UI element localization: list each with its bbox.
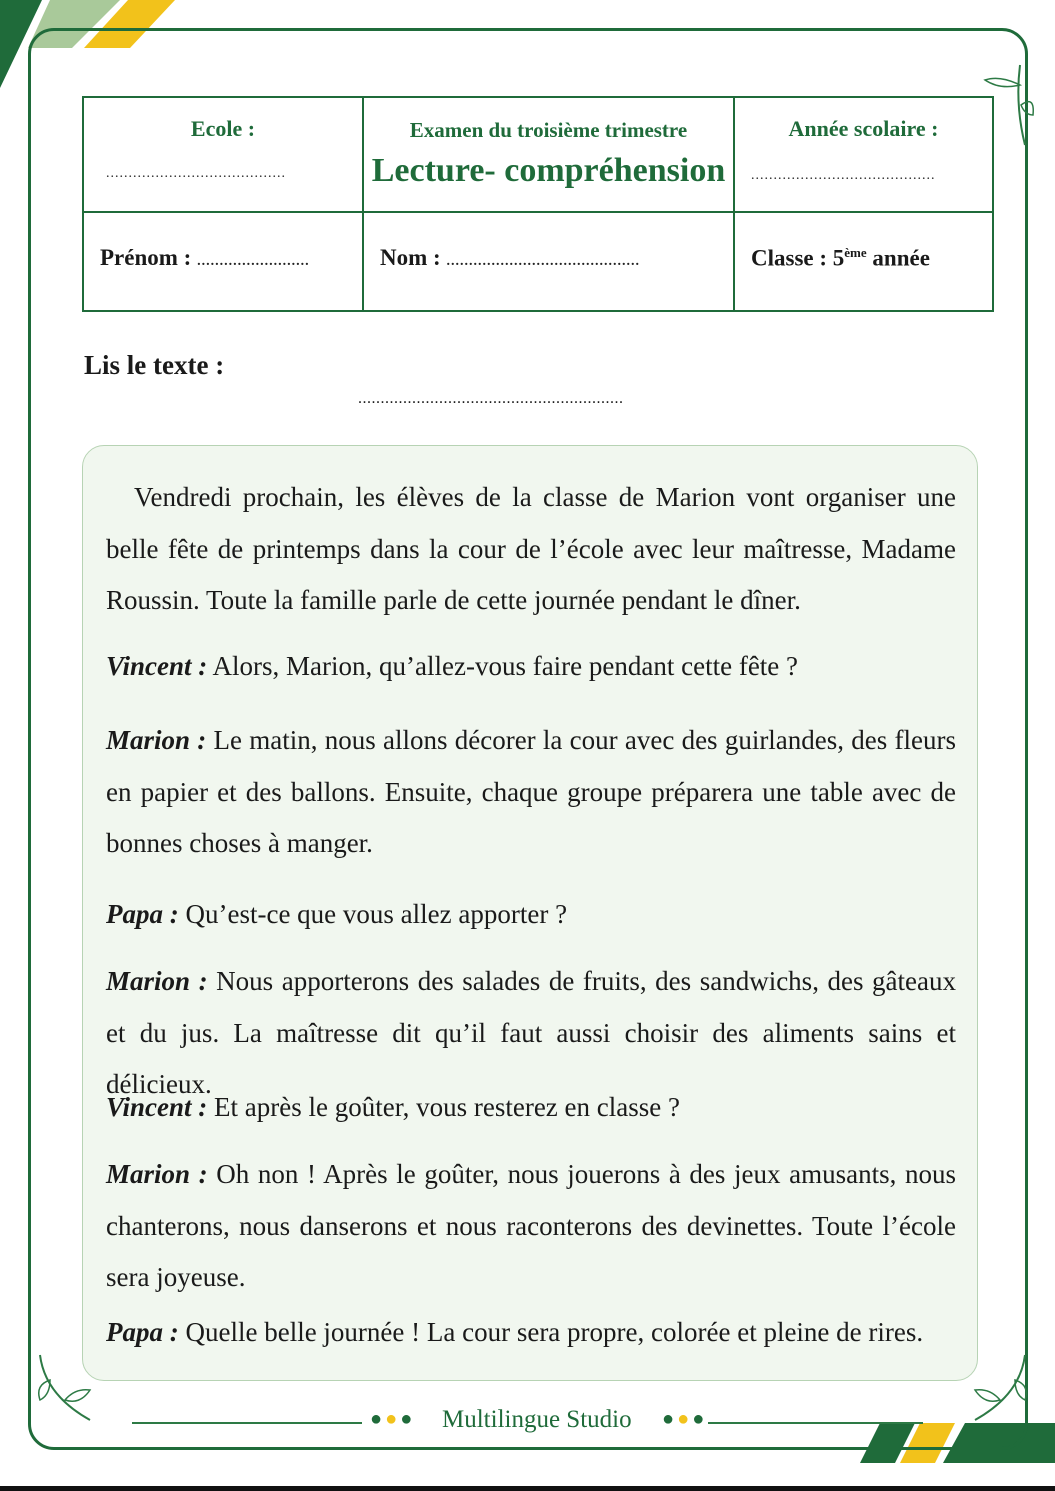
class-text bbox=[751, 245, 930, 272]
school-cell bbox=[84, 98, 364, 213]
school-dots: ........................................ bbox=[106, 166, 286, 181]
class-suffix: année bbox=[866, 245, 930, 271]
text-title-dots: ........................................................... bbox=[358, 390, 624, 407]
footer-dots-right: ●●● bbox=[662, 1408, 708, 1430]
dialogue-line bbox=[106, 715, 956, 870]
speaker-name: Vincent : bbox=[106, 651, 208, 681]
dialogue-text: Nous apporterons des salades de fruits, des sandwichs, des gâteaux et du jus. La maîtresse dit qu’il faut aussi choisir des aliments sains et délicieux. bbox=[106, 966, 956, 1099]
dialogue-text: Et après le goûter, vous resterez en classe ? bbox=[214, 1092, 680, 1122]
dialogue-line bbox=[106, 1149, 956, 1304]
speaker-name: Marion : bbox=[106, 725, 207, 755]
firstname-dots: ......................... bbox=[197, 254, 310, 269]
exam-title-cell bbox=[364, 98, 735, 213]
bottom-edge-rule bbox=[0, 1486, 1055, 1491]
dialogue-line bbox=[106, 1082, 956, 1134]
footer-divider-left bbox=[132, 1422, 362, 1424]
footer-dots-left: ●●● bbox=[370, 1408, 416, 1430]
firstname-field[interactable] bbox=[100, 245, 310, 271]
lastname-field[interactable] bbox=[380, 245, 640, 271]
dialogue-line bbox=[106, 889, 956, 941]
speaker-name: Marion : bbox=[106, 1159, 208, 1189]
exam-subtitle: Examen du troisième trimestre bbox=[409, 118, 688, 142]
dialogue-text: Oh non ! Après le goûter, nous jouerons à des jeux amusants, nous chanterons, nous danserons et nous raconterons des devinettes. Toute l’école sera joyeuse. bbox=[106, 1159, 957, 1292]
dialogue-text: Qu’est-ce que vous allez apporter ? bbox=[185, 899, 568, 929]
speaker-name: Papa : bbox=[106, 1317, 179, 1347]
dialogue-text: Alors, Marion, qu’allez-vous faire pendant cette fête ? bbox=[212, 651, 799, 681]
firstname-label: Prénom : bbox=[100, 245, 192, 270]
school-year-dots: ......................................... bbox=[751, 168, 936, 183]
class-label: Classe : 5 bbox=[751, 245, 845, 271]
dialogue-text: Quelle belle journée ! La cour sera propre, colorée et pleine de rires. bbox=[185, 1317, 924, 1347]
footer-divider-right bbox=[708, 1422, 923, 1424]
header-table bbox=[82, 96, 994, 312]
lastname-label: Nom : bbox=[380, 245, 441, 270]
dialogue-line bbox=[106, 641, 956, 693]
speaker-name: Marion : bbox=[106, 966, 208, 996]
school-year-cell bbox=[735, 98, 992, 213]
lastname-dots: ........................................... bbox=[446, 254, 640, 269]
footer bbox=[0, 1400, 1055, 1440]
dialogue-line bbox=[106, 1307, 956, 1359]
speaker-name: Papa : bbox=[106, 899, 179, 929]
exam-title: Lecture- compréhension bbox=[371, 152, 726, 189]
class-sup: ème bbox=[844, 245, 867, 260]
school-label: Ecole : bbox=[190, 116, 256, 141]
school-year-label: Année scolaire : bbox=[788, 116, 939, 141]
lastname-cell bbox=[364, 213, 735, 310]
intro-paragraph: Vendredi prochain, les élèves de la classe de Marion vont organiser une belle fête de printemps dans la cour de l’école avec leur maîtresse, Madame Roussin. Toute la famille parle de cette journée pendant le dîner. bbox=[106, 482, 956, 615]
class-cell bbox=[735, 213, 992, 310]
reading-instruction: Lis le texte : bbox=[84, 350, 225, 380]
speaker-name: Vincent : bbox=[106, 1092, 208, 1122]
footer-brand: Multilingue Studio bbox=[442, 1406, 632, 1433]
dialogue-text: Le matin, nous allons décorer la cour avec des guirlandes, des fleurs en papier et des ballons. Ensuite, chaque groupe préparera une table avec de bonnes choses à manger. bbox=[106, 725, 956, 858]
firstname-cell bbox=[84, 213, 364, 310]
